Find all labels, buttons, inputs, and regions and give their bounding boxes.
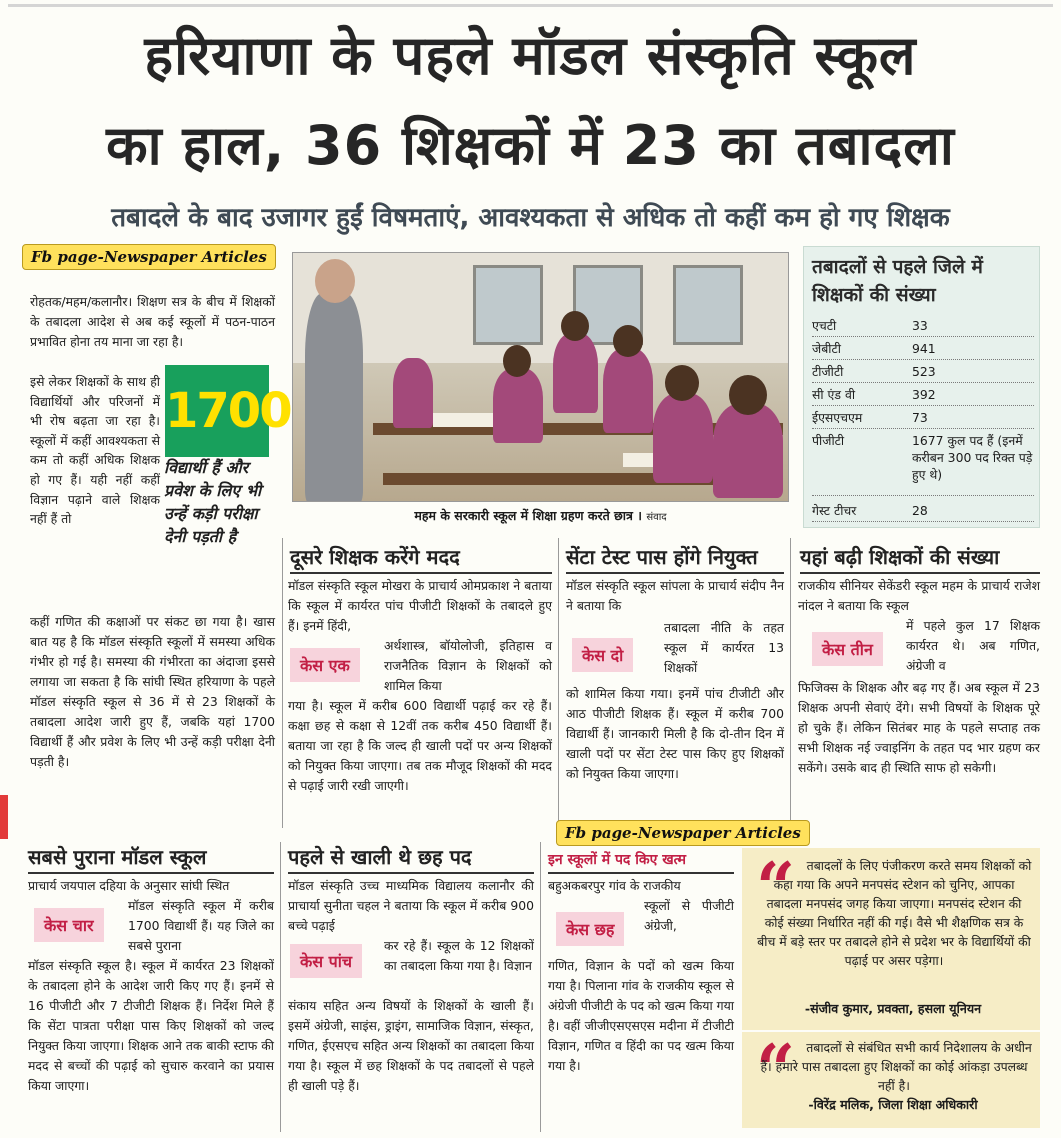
teacher-stats-box <box>803 246 1040 528</box>
column-divider <box>790 538 791 828</box>
quote1-author: -संजीव कुमार, प्रवक्ता, हसला यूनियन <box>804 1001 982 1016</box>
column-divider <box>558 538 559 828</box>
caption-text: महम के सरकारी स्कूल में शिक्षा ग्रहण करते छात्र । <box>414 508 643 523</box>
case4-text-top: प्राचार्य जयपाल दहिया के अनुसार सांघी स्थित <box>28 878 230 893</box>
case1-text-narrow: अर्थशास्त्र, बॉयोलोजी, इतिहास व राजनैतिक विज्ञान के शिक्षकों को शामिल किया <box>384 638 552 693</box>
column-divider <box>282 538 283 828</box>
column-divider <box>280 842 281 1132</box>
watermark-badge: Fb page-Newspaper Articles <box>22 244 276 270</box>
classroom-photo <box>292 252 789 502</box>
case6-tag: केस छह <box>556 912 624 946</box>
lead-text-top: रोहतक/महम/कलानौर। शिक्षण सत्र के बीच में शिक्षकों के तबादला आदेश से अब कई स्कूलों में पठन-पाठन प्रभावित होना तय माना जा रहा है। <box>30 294 275 349</box>
watermark-badge: Fb page-Newspaper Articles <box>556 820 810 846</box>
case3-tag: केस तीन <box>812 632 883 666</box>
case5-text-top: मॉडल संस्कृति उच्च माध्यमिक विद्यालय कलानौर की प्राचार्या सुनीता चहल ने बताया कि स्कूल में करीब 900 बच्चे पढ़ाई <box>288 878 534 933</box>
case2-text-bottom: को शामिल किया गया। इनमें पांच टीजीटी और आठ पीजीटी शिक्षक हैं। स्कूल में करीब 700 विद्यार्थी हैं। जानकारी मिली है कि दो-तीन दिन में खाली पदों पर सेंटा टेस्ट पास किए हुए शिक्षकों को नियुक्त किया जाएगा। <box>566 686 784 781</box>
highlight-note: विद्यार्थी हैं और प्रवेश के लिए भी उन्हें कड़ी परीक्षा देनी पड़ती है <box>164 458 262 546</box>
case2-tag: केस दो <box>572 638 633 672</box>
case6-heading: इन स्कूलों में पद किए खत्म <box>548 852 686 868</box>
case2-text-narrow: तबादला नीति के तहत स्कूल में कार्यरत 13 शिक्षकों <box>664 620 784 675</box>
caption-credit: संवाद <box>646 512 667 523</box>
case3-text-bottom: फिजिक्स के शिक्षक और बढ़ गए हैं। अब स्कूल में 23 शिक्षक अपनी सेवाएं देंगे। सभी विषयों के शिक्षक पूरे हो चुके हैं। लेकिन सितंबर माह के पहले सप्ताह तक सभी शिक्षक नई ज्वाइनिंग के तहत पद भार ग्रहण कर सकेंगे। उसके बाद ही स्थिति साफ हो सकेगी। <box>798 680 1040 775</box>
case6-text-bottom: गणित, विज्ञान के पदों को खत्म किया गया है। पिलाना गांव के राजकीय स्कूल से अंग्रेजी पीजीटी के पद को खत्म किया गया है। वहीं जीजीएसएसएस मदीना में टीजीटी विज्ञान, गणित व हिंदी का पद खत्म किया गया है। <box>548 958 734 1073</box>
quote-box-union <box>742 848 1040 1030</box>
case6-text-top: बहुअकबरपुर गांव के राजकीय <box>548 878 681 893</box>
quote-icon: “ <box>756 848 796 928</box>
case2-text-top: मॉडल संस्कृति स्कूल सांपला के प्राचार्य संदीप नैन ने बताया कि <box>566 578 784 613</box>
column-divider <box>540 842 541 1132</box>
case1-text-top: मॉडल संस्कृति स्कूल मोखरा के प्राचार्य ओमप्रकाश ने बताया कि स्कूल में कार्यरत पांच पीजीटी शिक्षकों के तबादले हुए हैं। इनमें हिंदी, <box>288 578 552 633</box>
quote-icon: “ <box>756 1030 796 1110</box>
stat-row: गेस्ट टीचर 28 <box>812 502 1034 522</box>
case5-heading: पहले से खाली थे छह पद <box>288 845 472 869</box>
case4-text-narrow: मॉडल संस्कृति स्कूल में करीब 1700 विद्यार्थी हैं। यह जिले का सबसे पुराना <box>128 898 274 953</box>
headline-line-1: हरियाणा के पहले मॉडल संस्कृति स्कूल <box>144 24 917 87</box>
quote2-text: तबादलों से संबंधित सभी कार्य निदेशालय के अधीन हैं। हमारे पास तबादला हुए शिक्षकों का कोई आंकड़ा उपलब्ध नहीं है। <box>760 1040 1032 1093</box>
quote2-author: -विरेंद्र मलिक, जिला शिक्षा अधिकारी <box>808 1097 978 1112</box>
heading-rule <box>548 872 734 874</box>
case4-heading: सबसे पुराना मॉडल स्कूल <box>28 845 207 869</box>
heading-rule <box>566 572 784 574</box>
lead-text-bottom: कहीं गणित की कक्षाओं पर संकट छा गया है। खास बात यह है कि मॉडल संस्कृति स्कूलों में समस्या अधिक गंभीर हो गई है। समस्या की गंभीरता का अंदाजा इससे लगाया जा सकता है कि सांघी स्थित हरियाणा के पहले मॉडल संस्कृति स्कूल से 36 में से 23 शिक्षकों के तबादला आदेश जारी हुए हैं, जबकि यहां 1700 विद्यार्थी हैं और प्रवेश के लिए भी उन्हें कड़ी परीक्षा देनी पड़ती है। <box>30 614 275 769</box>
case1-text-bottom: गया है। स्कूल में करीब 600 विद्यार्थी पढ़ाई कर रहे हैं। कक्षा छह से कक्षा से 12वीं तक करीब 450 विद्यार्थी हैं। बताया जा रहा है कि जल्द ही खाली पदों पर अन्य शिक्षकों को नियुक्त किया जाएगा। तब तक मौजूद शिक्षकों की मदद से पढ़ाई जारी रखी जाएगी। <box>288 698 552 793</box>
subheadline: तबादले के बाद उजागर हुईं विषमताएं, आवश्यकता से अधिक तो कहीं कम हो गए शिक्षक <box>111 203 950 233</box>
stat-row: पीजीटी 1677 कुल पद हैं (इनमें करीबन 300 पद रिक्त पड़े हुए थे) <box>812 432 1034 496</box>
case5-tag: केस पांच <box>290 944 362 978</box>
heading-rule <box>28 872 274 874</box>
stat-row: एचटी 33 <box>812 317 1034 337</box>
photo-caption <box>292 507 789 524</box>
case3-text-top: राजकीय सीनियर सेकेंडरी स्कूल महम के प्राचार्य राजेश नांदल ने बताया कि स्कूल <box>798 578 1040 613</box>
case1-tag: केस एक <box>290 648 360 682</box>
stat-row: टीजीटी 523 <box>812 363 1034 383</box>
quote-box-officer <box>742 1032 1040 1128</box>
stat-row: ईएसएचएम 73 <box>812 409 1034 429</box>
case3-heading: यहां बढ़ी शिक्षकों की संख्या <box>800 545 1000 569</box>
heading-rule <box>800 572 1040 574</box>
case1-heading: दूसरे शिक्षक करेंगे मदद <box>290 545 460 569</box>
case4-tag: केस चार <box>34 908 104 942</box>
lead-text-narrow: इसे लेकर शिक्षकों के साथ ही विद्यार्थियों और परिजनों में भी रोष बढ़ता जा रहा है। स्कूलों में कहीं आवश्यकता से कम तो कहीं अधिक शिक्षक हो गए हैं। यही नहीं कहीं विज्ञान पढ़ाने वाले शिक्षक नहीं हैं तो <box>30 374 160 527</box>
heading-rule <box>290 572 552 574</box>
case6-text-narrow: स्कूलों से पीजीटी अंग्रेजी, <box>644 898 734 933</box>
case5-text-bottom: संकाय सहित अन्य विषयों के शिक्षकों के खाली हैं। इसमें अंग्रेजी, साइंस, ड्राइंग, सामाजिक विज्ञान, संस्कृत, गणित, ईएसएच सहित अन्य शिक्षकों का तबादला किया गया है। स्कूल में छह शिक्षकों के पद तबादलों से पहले ही खाली पड़े हैं। <box>288 998 534 1093</box>
case3-text-narrow: में पहले कुल 17 शिक्षक कार्यरत थे। अब गणित, अंग्रेजी व <box>906 618 1040 673</box>
heading-rule <box>288 872 534 874</box>
case2-heading: सेंटा टेस्ट पास होंगे नियुक्त <box>566 545 758 569</box>
stats-title: तबादलों से पहले जिले में शिक्षकों की संख्या <box>812 256 983 306</box>
stat-row: सी एंड वी 392 <box>812 386 1034 406</box>
headline-line-2: का हाल, 36 शिक्षकों में 23 का तबादला <box>106 114 955 177</box>
case5-text-narrow: कर रहे हैं। स्कूल के 12 शिक्षकों का तबादला किया गया है। विज्ञान <box>384 938 534 973</box>
case4-text-bottom: मॉडल संस्कृति स्कूल है। स्कूल में कार्यरत 23 शिक्षकों के तबादला होने के आदेश जारी किए गए हैं। इनमें से 16 पीजीटी और 7 टीजीटी शिक्षक हैं। निर्देश मिले हैं कि सेंटा पात्रता परीक्षा पास किए शिक्षकों को जल्द नियुक्त किया जाएगा। शिक्षक आने तक बाकी स्टाफ की मदद से बच्चों की पढ़ाई को सुचारु करवाने का प्रयास किया जाएगा। <box>28 958 274 1093</box>
highlight-number: 1700 <box>165 365 269 457</box>
edge-marker <box>0 795 8 839</box>
stat-row: जेबीटी 941 <box>812 340 1034 360</box>
top-border <box>8 4 1053 7</box>
quote1-text: तबादलों के लिए पंजीकरण करते समय शिक्षकों को कहा गया कि अपने मनपसंद स्टेशन को चुनिए, आपका तबादला मनपसंद जगह किया जाएगा। मनपसंद स्टेशन की कोई संख्या निर्धारित नहीं की गई। वैसे भी शैक्षणिक सत्र के बीच में बड़े स्तर पर तबादले होने से प्रदेश भर के विद्यार्थियों की पढ़ाई पर असर पड़ेगा। <box>757 858 1032 968</box>
